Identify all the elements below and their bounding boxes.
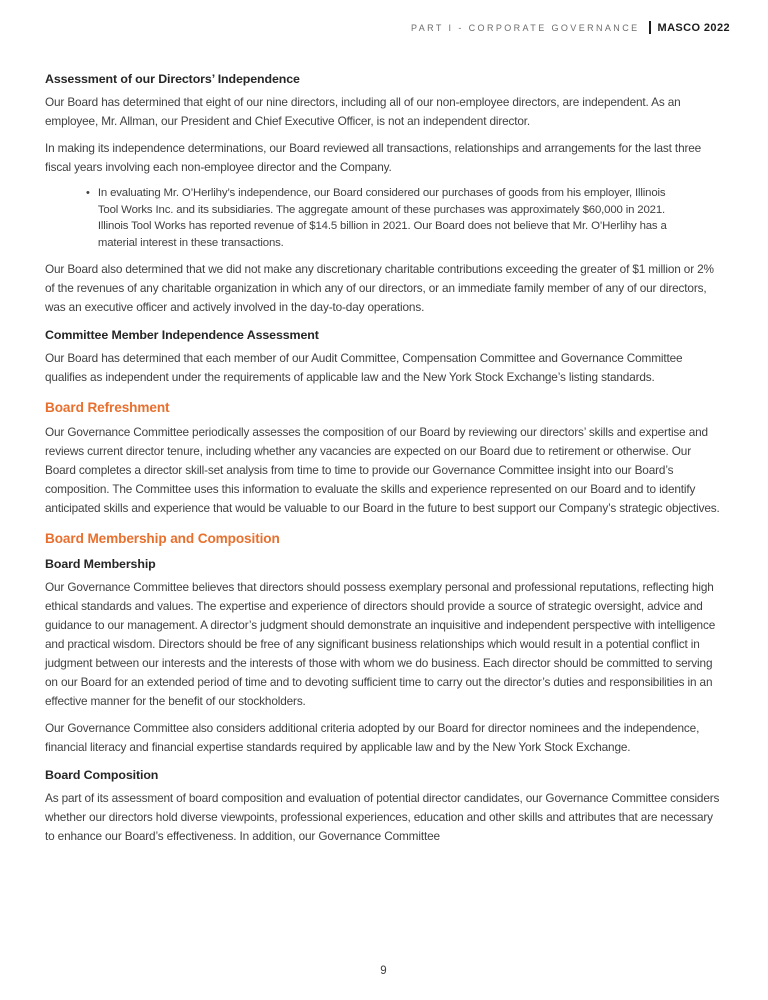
bullet-text-oherlihy: In evaluating Mr. O’Herlihy’s independence, our Board considered our purchases of goods from his employer, Illinois Tool Works Inc. and its subsidiaries. The aggregate amount of these purchases was approximately $60,000 in 2021. Illinois Tool Works has reported revenue of $14.5 billion in 2021. Our Board does not believe that Mr. O’Herlihy has a material interest in these transactions. bbox=[97, 187, 667, 249]
heading-board-refreshment: Board Refreshment bbox=[45, 400, 170, 415]
page-content bbox=[45, 72, 723, 854]
header-part-label: PART I - CORPORATE GOVERNANCE bbox=[411, 22, 640, 33]
header-brand: MASCO 2022 bbox=[657, 21, 730, 34]
page-number: 9 bbox=[380, 965, 388, 977]
heading-board-membership: Board Membership bbox=[45, 557, 156, 571]
paragraph-additional-criteria: Our Governance Committee also considers additional criteria adopted by our Board for director nominees and the independence, financial literacy and financial expertise standards required by applicable law and by the New York Stock Exchange. bbox=[45, 721, 700, 754]
paragraph-board-composition: As part of its assessment of board composition and evaluation of potential director candidates, our Governance Committee considers whether our directors hold diverse viewpoints, professional experiences, education and other skills and attributes that are necessary to enhance our Board’s effectiveness. In addition, our Governance Committee bbox=[45, 791, 720, 843]
paragraph-charitable-contributions: Our Board also determined that we did not make any discretionary charitable contributions exceeding the greater of $1 million or 2% of the revenues of any charitable organization in which any of our directors, or an immediate family member of any of our directors, was an executive officer and actively involved in the day-to-day operations. bbox=[45, 262, 714, 314]
heading-assessment-directors-independence: Assessment of our Directors’ Independence bbox=[45, 72, 300, 86]
paragraph-committee-independence: Our Board has determined that each member of our Audit Committee, Compensation Committee and Governance Committee qualifies as independent under the requirements of applicable law and the New York Stock Exchange’s listing standards. bbox=[45, 351, 683, 384]
heading-board-membership-and-composition: Board Membership and Composition bbox=[45, 531, 280, 546]
paragraph-independence-review: In making its independence determinations, our Board reviewed all transactions, relationships and arrangements for the last three fiscal years involving each non-employee director and the Company. bbox=[45, 141, 702, 174]
running-header bbox=[411, 21, 730, 34]
bullet-item-oherlihy bbox=[86, 185, 723, 251]
heading-board-composition: Board Composition bbox=[45, 768, 159, 782]
page-footer bbox=[0, 961, 768, 979]
bullet-list bbox=[45, 185, 723, 251]
heading-committee-member-independence: Committee Member Independence Assessment bbox=[45, 328, 319, 342]
paragraph-independence-determination: Our Board has determined that eight of our nine directors, including all of our non-employee directors, are independent. As an employee, Mr. Allman, our President and Chief Executive Officer, is not an independent director. bbox=[45, 95, 681, 128]
header-divider bbox=[649, 21, 651, 34]
paragraph-board-refreshment: Our Governance Committee periodically assesses the composition of our Board by reviewing our directors’ skills and expertise and reviews current director tenure, including whether any vacancies are expected on our Board due to retirement or otherwise. Our Board completes a director skill-set analysis from time to time to provide our Governance Committee insight into our Board’s composition. The Committee uses this information to evaluate the skills and experience represented on our Board and to identify anticipated skills and experience that would be valuable to our Board in the future to best support our Company’s strategic objectives. bbox=[45, 425, 720, 515]
paragraph-board-membership-criteria: Our Governance Committee believes that directors should possess exemplary personal and professional reputations, reflecting high ethical standards and values. The expertise and experience of directors should provide a source of strategic oversight, advice and guidance to our management. A director’s judgment should demonstrate an inquisitive and independent perspective with intelligence and practical wisdom. Directors should be free of any significant business relationships which would result in a potential conflict in judgment between our interests and the interests of those with whom we do business. Each director should be committed to serving on our Board for an extended period of time and to devoting sufficient time to carry out the director’s duties and responsibilities in an effective manner for the benefit of our stockholders. bbox=[45, 580, 716, 708]
bullet-marker-icon: • bbox=[86, 187, 90, 199]
